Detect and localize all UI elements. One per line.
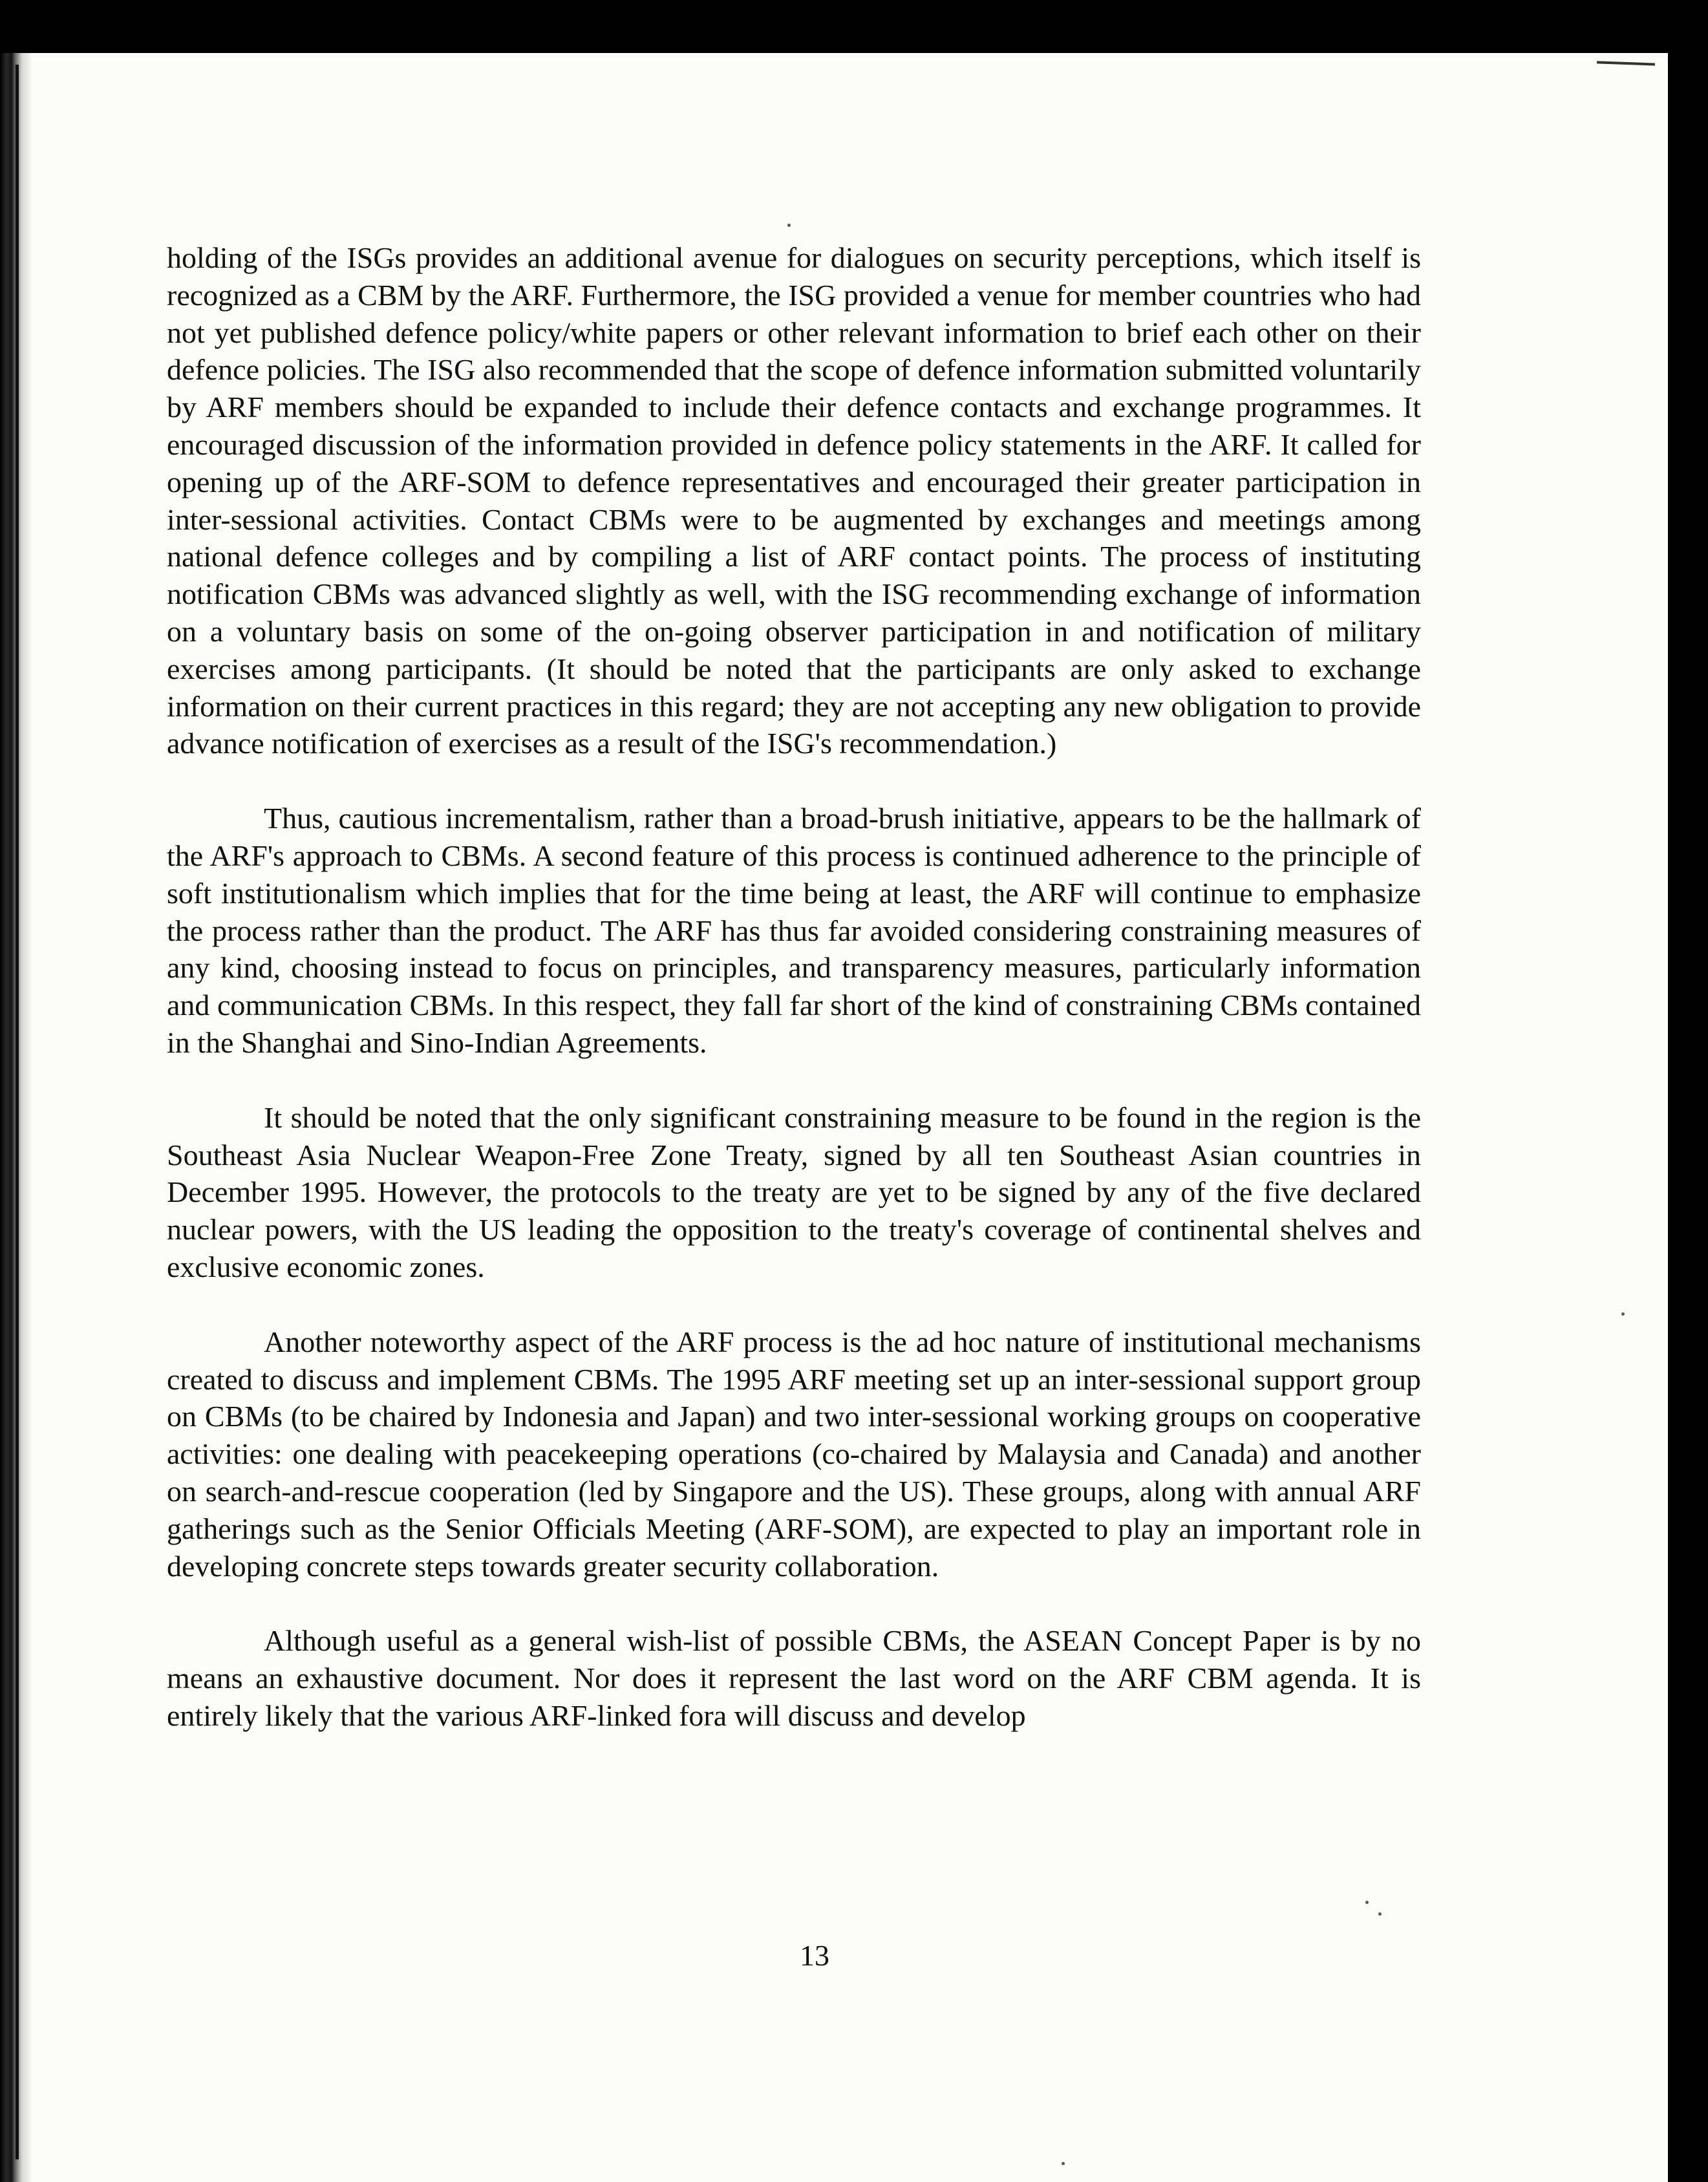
paragraph-4: Another noteworthy aspect of the ARF process is the ad hoc nature of institutional mechanisms created to discuss and implement CBMs. The 1995 ARF meeting set up an inter-sessional support group on CBMs (to be chaired by Indonesia and Japan) and two inter-sessional working groups on cooperative activities: one dealing with peacekeeping operations (co-chaired by Malaysia and Canada) and another on search-and-rescue cooperation (led by Singapore and the US). These groups, along with annual ARF gatherings such as the Senior Officials Meeting (ARF-SOM), are expected to play an important role in developing concrete steps towards greater security collaboration.	[167, 1325, 1421, 1583]
body-text	[167, 239, 1421, 1772]
paragraph-2: Thus, cautious incrementalism, rather than a broad-brush initiative, appears to be the hallmark of the ARF's approach to CBMs. A second feature of this process is continued adherence to the principle of soft institutionalism which implies that for the time being at least, the ARF will continue to emphasize the process rather than the product. The ARF has thus far avoided considering constraining measures of any kind, choosing instead to focus on principles, and transparency measures, particularly information and communication CBMs. In this respect, they fall far short of the kind of constraining CBMs contained in the Shanghai and Sino-Indian Agreements.	[167, 802, 1421, 1059]
binding-edge-line	[16, 65, 19, 2159]
scan-speck	[1365, 1901, 1369, 1904]
scan-speck	[1378, 1912, 1382, 1916]
scan-speck	[787, 224, 791, 227]
scanner-right-edge	[1668, 53, 1708, 2182]
scan-speck	[1621, 1312, 1625, 1316]
paragraph-5: Although useful as a general wish-list of possible CBMs, the ASEAN Concept Paper is by no means an exhaustive document. Nor does it represent the last word on the ARF CBM agenda. It is entirely likely that the various ARF-linked fora will discuss and develop	[167, 1624, 1421, 1732]
paragraph-3: It should be noted that the only significant constraining measure to be found in the region is the Southeast Asia Nuclear Weapon-Free Zone Treaty, signed by all ten Southeast Asian countries in December 1995. However, the protocols to the treaty are yet to be signed by any of the five declared nuclear powers, with the US leading the opposition to the treaty's coverage of continental shelves and exclusive economic zones.	[167, 1100, 1421, 1283]
page-number: 13	[800, 1939, 829, 1972]
scan-speck	[1062, 2162, 1065, 2165]
paragraph-1: holding of the ISGs provides an additional avenue for dialogues on security perceptions, which itself is recognized as a CBM by the ARF. Furthermore, the ISG provided a venue for member countries who had not yet published defence policy/white papers or other relevant information to brief each other on their defence policies. The ISG also recommended that the scope of defence information submitted voluntarily by ARF members should be expanded to include their defence contacts and exchange programmes. It encouraged discussion of the information provided in defence policy statements in the ARF. It called for opening up of the ARF-SOM to defence representatives and encouraged their greater participation in inter-sessional activities. Contact CBMs were to be augmented by exchanges and meetings among national defence colleges and by compiling a list of ARF contact points. The process of instituting notification CBMs was advanced slightly as well, with the ISG recommending exchange of information on a voluntary basis on some of the on-going observer participation in and notification of military exercises among participants. (It should be noted that the participants are only asked to exchange information on their current practices in this regard; they are not accepting any new obligation to provide advance notification of exercises as a result of the ISG's recommendation.)	[167, 241, 1421, 760]
